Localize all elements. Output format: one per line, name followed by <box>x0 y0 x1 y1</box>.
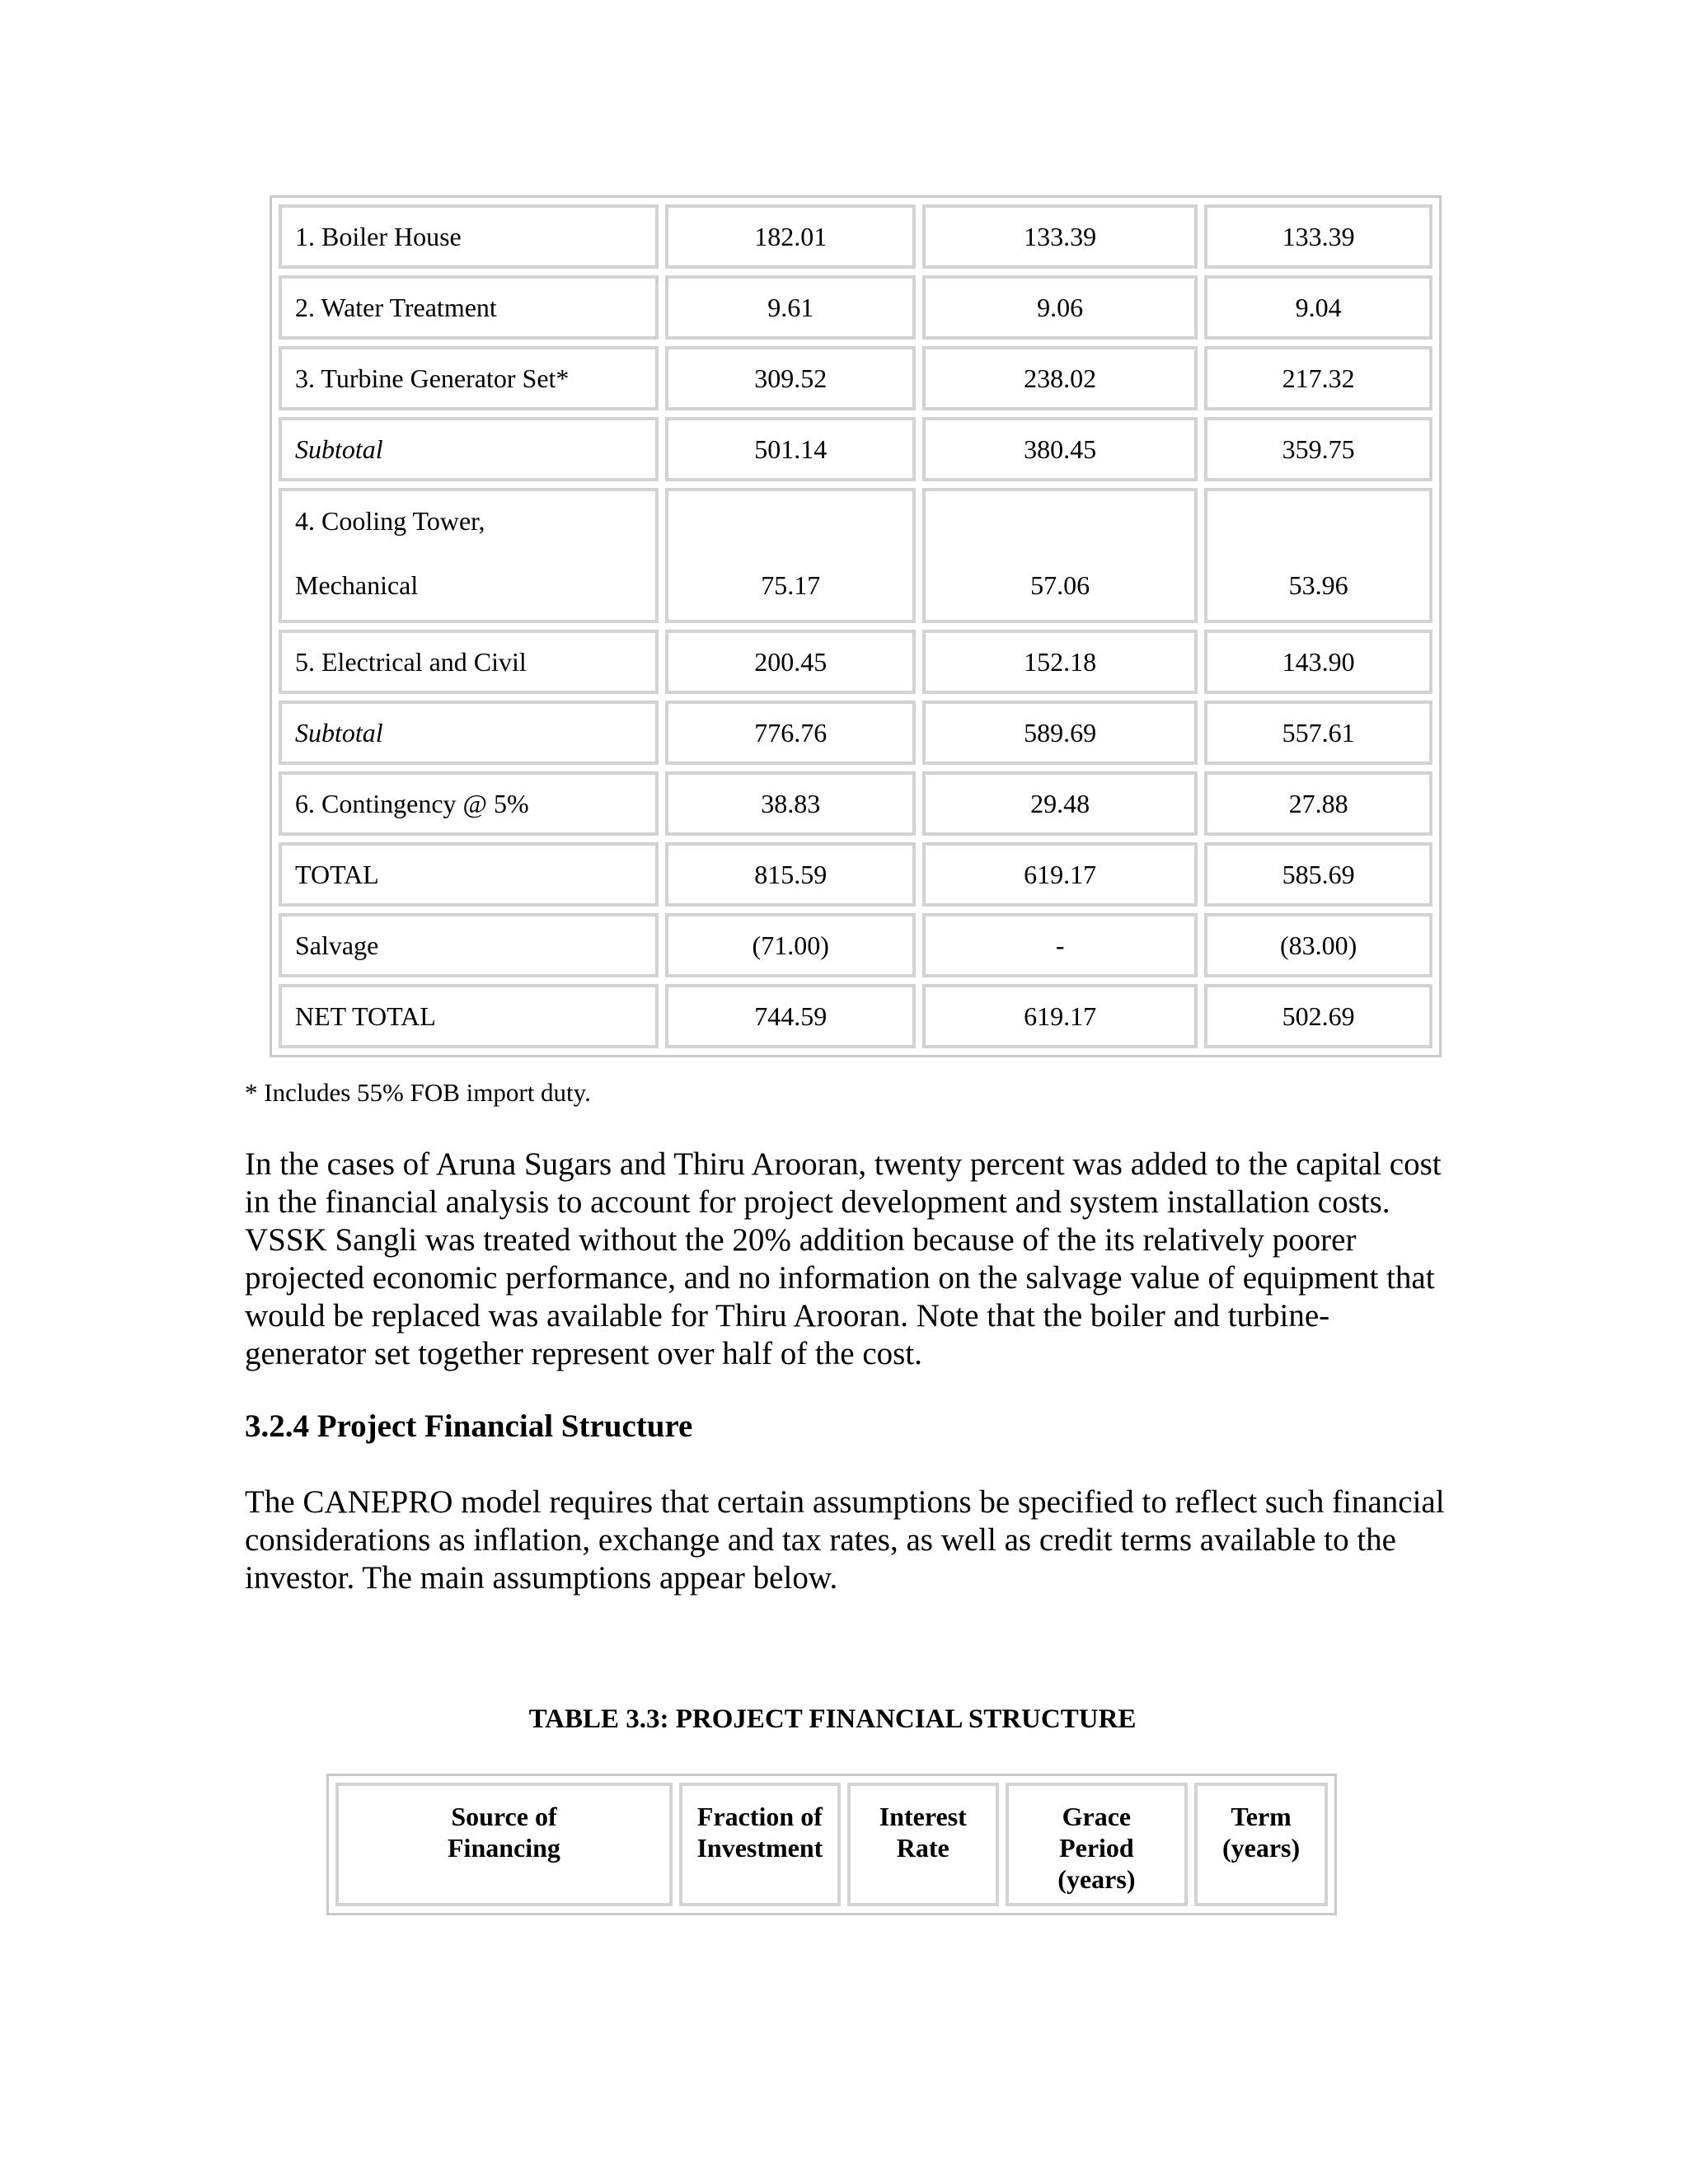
value-cell: 27.88 <box>1204 771 1432 836</box>
row-label-cell <box>279 488 659 623</box>
value-cell: 589.69 <box>922 701 1198 765</box>
column-header-line: Rate <box>896 1833 950 1863</box>
row-label-cell: 5. Electrical and Civil <box>279 630 659 694</box>
body-paragraph: The CANEPRO model requires that certain assumptions be specified to reflect such financial considerations as inflation, exchange and tax rates, as well as credit terms available to the investor. The main assumptions appear below. <box>245 1484 1445 1596</box>
value-cell: 619.17 <box>922 842 1198 907</box>
column-header-line: Interest <box>879 1802 967 1831</box>
table-row <box>279 984 1432 1048</box>
table-footnote: * Includes 55% FOB import duty. <box>245 1078 591 1107</box>
column-header-line: Investment <box>696 1833 823 1863</box>
value-cell: 200.45 <box>665 630 916 694</box>
column-header-line: (years) <box>1057 1864 1136 1894</box>
column-header-line: Term <box>1231 1802 1292 1831</box>
value-cell: 38.83 <box>665 771 916 836</box>
value-cell: 143.90 <box>1204 630 1432 694</box>
table-header-row <box>335 1783 1328 1906</box>
row-label-cell: 2. Water Treatment <box>279 275 659 340</box>
column-header <box>1194 1783 1328 1906</box>
column-header <box>847 1783 999 1906</box>
table-row <box>279 346 1432 410</box>
capital-cost-table <box>270 195 1442 1057</box>
value-cell: 557.61 <box>1204 701 1432 765</box>
column-header-line: Financing <box>448 1833 560 1863</box>
value-cell: 9.06 <box>922 275 1198 340</box>
table-caption: TABLE 3.3: PROJECT FINANCIAL STRUCTURE <box>528 1704 1137 1734</box>
row-label-cell: NET TOTAL <box>279 984 659 1048</box>
value-cell: 585.69 <box>1204 842 1432 907</box>
value-cell: (83.00) <box>1204 913 1432 977</box>
table-row <box>279 417 1432 481</box>
table-row <box>279 275 1432 340</box>
column-header <box>335 1783 673 1906</box>
row-label: 4. Cooling Tower, <box>295 506 485 536</box>
row-label-cell: Subtotal <box>279 701 659 765</box>
value-cell: 238.02 <box>922 346 1198 410</box>
value-cell: 9.04 <box>1204 275 1432 340</box>
column-header <box>1006 1783 1189 1906</box>
column-header <box>679 1783 841 1906</box>
column-header-line: Period <box>1059 1833 1134 1863</box>
value-cell: 380.45 <box>922 417 1198 481</box>
value-cell: 133.39 <box>1204 204 1432 269</box>
value-cell: 152.18 <box>922 630 1198 694</box>
value-cell: 9.61 <box>665 275 916 340</box>
value-cell: 133.39 <box>922 204 1198 269</box>
value-cell: 217.32 <box>1204 346 1432 410</box>
value-cell: 309.52 <box>665 346 916 410</box>
value-cell: 619.17 <box>922 984 1198 1048</box>
financial-structure-table <box>326 1774 1337 1915</box>
value-cell: 75.17 <box>665 488 916 623</box>
value-cell: (71.00) <box>665 913 916 977</box>
value-cell: 182.01 <box>665 204 916 269</box>
value-cell: 53.96 <box>1204 488 1432 623</box>
row-label-cell: Subtotal <box>279 417 659 481</box>
value-cell: 815.59 <box>665 842 916 907</box>
table-row <box>279 204 1432 269</box>
row-label-cell: 1. Boiler House <box>279 204 659 269</box>
value-cell: 359.75 <box>1204 417 1432 481</box>
value-cell: - <box>922 913 1198 977</box>
value-cell: 501.14 <box>665 417 916 481</box>
row-label-cell: TOTAL <box>279 842 659 907</box>
row-label-line2: Mechanical <box>295 570 419 600</box>
table-row <box>279 771 1432 836</box>
table-row <box>279 630 1432 694</box>
row-label-cell: 3. Turbine Generator Set* <box>279 346 659 410</box>
table-row <box>279 488 1432 623</box>
row-label-cell: Salvage <box>279 913 659 977</box>
value-cell: 744.59 <box>665 984 916 1048</box>
body-paragraph: In the cases of Aruna Sugars and Thiru Arooran, twenty percent was added to the capital cost in the financial analysis to account for project development and system installation costs. VSSK Sangli was treated without the 20% addition because of the its relatively poorer projected economic performance, and no information on the salvage value of equipment that would be replaced was available for Thiru Arooran. Note that the boiler and turbine-generator set together represent over half of the cost. <box>245 1146 1442 1371</box>
row-label-cell: 6. Contingency @ 5% <box>279 771 659 836</box>
value-cell: 776.76 <box>665 701 916 765</box>
table-row <box>279 842 1432 907</box>
column-header-line: Fraction of <box>696 1802 823 1831</box>
section-heading: 3.2.4 Project Financial Structure <box>245 1408 693 1444</box>
table-row <box>279 701 1432 765</box>
column-header-line: Grace <box>1062 1802 1132 1831</box>
value-cell: 57.06 <box>922 488 1198 623</box>
table-row <box>279 913 1432 977</box>
column-header-line: (years) <box>1221 1833 1301 1863</box>
value-cell: 29.48 <box>922 771 1198 836</box>
value-cell: 502.69 <box>1204 984 1432 1048</box>
column-header-line: Source of <box>451 1802 557 1831</box>
